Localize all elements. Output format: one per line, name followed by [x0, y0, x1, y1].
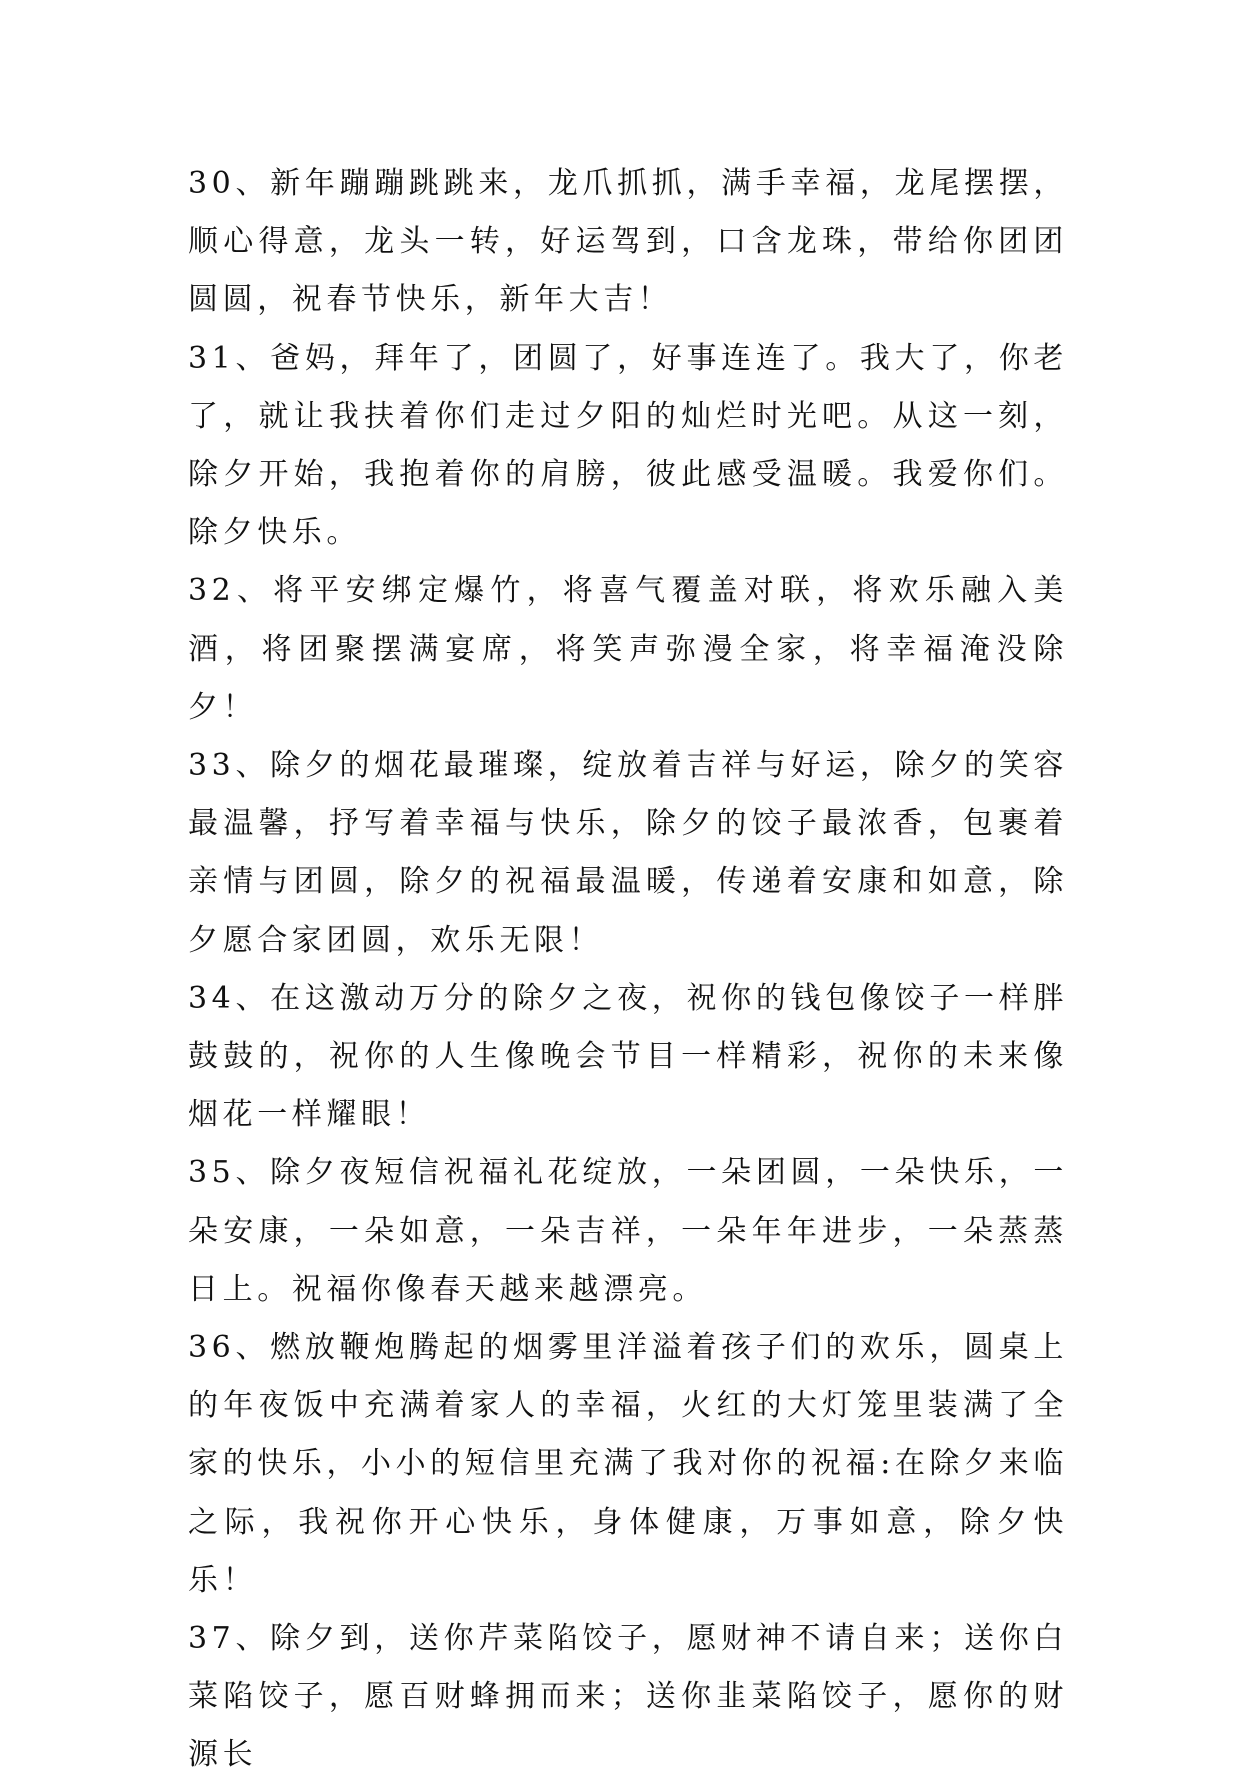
- paragraph-31: 31、爸妈，拜年了，团圆了，好事连连了。我大了，你老了，就让我扶着你们走过夕阳的灿烂时光吧。从这一刻，除夕开始，我抱着你的肩膀，彼此感受温暖。我爱你们。除夕快乐。: [188, 340, 1068, 551]
- paragraph-34: 34、在这激动万分的除夕之夜，祝你的钱包像饺子一样胖鼓鼓的，祝你的人生像晚会节目一样精彩，祝你的未来像烟花一样耀眼！: [188, 980, 1068, 1133]
- paragraph-35: 35、除夕夜短信祝福礼花绽放，一朵团圆，一朵快乐，一朵安康，一朵如意，一朵吉祥，一朵年年进步，一朵蒸蒸日上。祝福你像春天越来越漂亮。: [188, 1155, 1068, 1307]
- document-body: [188, 155, 1068, 1785]
- paragraph-37: 37、除夕到，送你芹菜陷饺子，愿财神不请自来；送你白菜陷饺子，愿百财蜂拥而来；送你韭菜陷饺子，愿你的财源长: [188, 1621, 1068, 1773]
- paragraph-30: 30、新年蹦蹦跳跳来，龙爪抓抓，满手幸福，龙尾摆摆，顺心得意，龙头一转，好运驾到，口含龙珠，带给你团团圆圆，祝春节快乐，新年大吉！: [188, 166, 1068, 318]
- paragraph-33: 33、除夕的烟花最璀璨，绽放着吉祥与好运，除夕的笑容最温馨，抒写着幸福与快乐，除夕的饺子最浓香，包裹着亲情与团圆，除夕的祝福最温暖，传递着安康和如意，除夕愿合家团圆，欢乐无限！: [188, 748, 1068, 958]
- paragraph-32: 32、将平安绑定爆竹，将喜气覆盖对联，将欢乐融入美酒，将团聚摆满宴席，将笑声弥漫全家，将幸福淹没除夕！: [188, 573, 1068, 725]
- paragraph-36: 36、燃放鞭炮腾起的烟雾里洋溢着孩子们的欢乐，圆桌上的年夜饭中充满着家人的幸福，火红的大灯笼里装满了全家的快乐，小小的短信里充满了我对你的祝福:在除夕来临之际，我祝你开心快乐，身体健康，万事如意，除夕快乐！: [188, 1330, 1068, 1598]
